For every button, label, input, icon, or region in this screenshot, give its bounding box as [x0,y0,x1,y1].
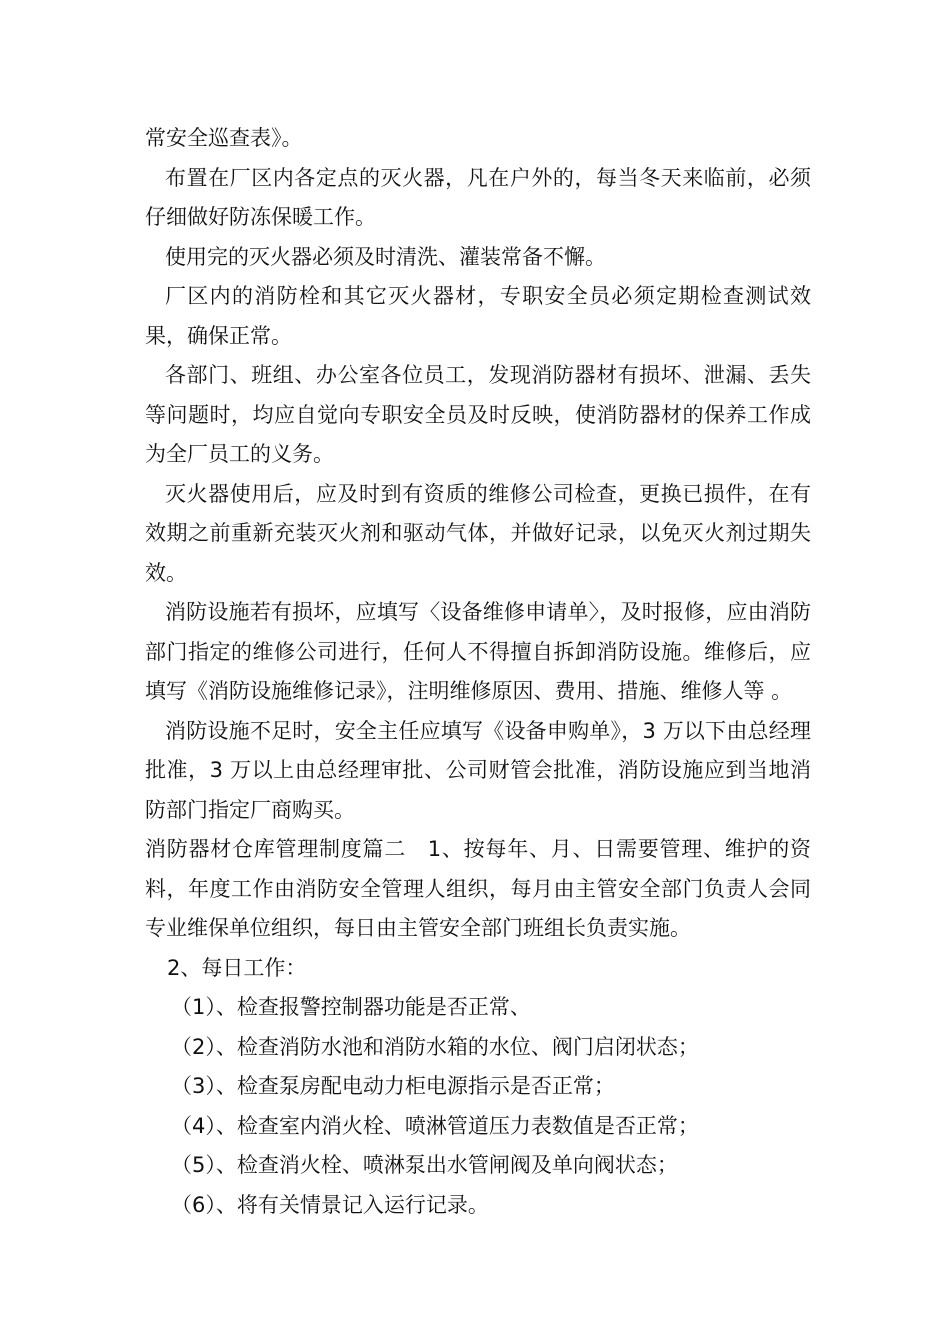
daily-work-heading: 2、每日工作： [167,955,307,980]
paragraph-section-two: 消防器材仓库管理制度篇二 1、按每年、月、日需要管理、维护的资料，年度工作由消防安全管理人组织，每月由主管安全部门负责人会同专业维保单位组织，每日由主管安全部门班组长负责实施。 [145,837,811,940]
paragraph-purchase: 消防设施不足时，安全主任应填写《设备申购单》，3 万以下由总经理批准，3 万以上由总经理审批、公司财管会批准，消防设施应到当地消防部门指定厂商购买。 [145,718,811,822]
document-body [145,119,811,1225]
paragraph-extinguisher-refill: 使用完的灭火器必须及时清洗、灌装常备不懈。 [165,244,606,269]
daily-item-2: （2）、检查消防水池和消防水箱的水位、阀门启闭状态； [171,1034,699,1059]
paragraph-extinguisher-winter: 布置在厂区内各定点的灭火器，凡在户外的，每当冬天来临前，必须仔细做好防冻保暖工作。 [145,165,811,229]
daily-item-5: （5）、检查消火栓、喷淋泵出水管闸阀及单向阀状态； [171,1153,678,1177]
daily-item-1: （1）、检查报警控制器功能是否正常、 [171,995,531,1019]
paragraph-continuation: 常安全巡查表》。 [145,126,303,150]
paragraph-after-use: 灭火器使用后，应及时到有资质的维修公司检查，更换已损件，在有效期之前重新充装灭火剂和驱动气体，并做好记录，以免灭火剂过期失效。 [145,481,811,585]
daily-item-6: （6）、将有关情景记入运行记录。 [171,1192,489,1217]
daily-item-3: （3）、检查泵房配电动力柜电源指示是否正常； [171,1074,615,1098]
paragraph-repair: 消防设施若有损坏，应填写〈设备维修申请单〉，及时报修，应由消防部门指定的维修公司进行，任何人不得擅自拆卸消防设施。维修后，应填写《消防设施维修记录》，注明维修原因、费用、措施、维修人等 。 [145,600,811,703]
paragraph-hydrant-check: 厂区内的消防栓和其它灭火器材，专职安全员必须定期检查测试效果，确保正常。 [145,284,811,348]
paragraph-staff-report: 各部门、班组、办公室各位员工，发现消防器材有损坏、泄漏、丢失等问题时，均应自觉向专职安全员及时反映，使消防器材的保养工作成为全厂员工的义务。 [145,363,811,466]
daily-item-4: （4）、检查室内消火栓、喷淋管道压力表数值是否正常； [171,1113,699,1138]
